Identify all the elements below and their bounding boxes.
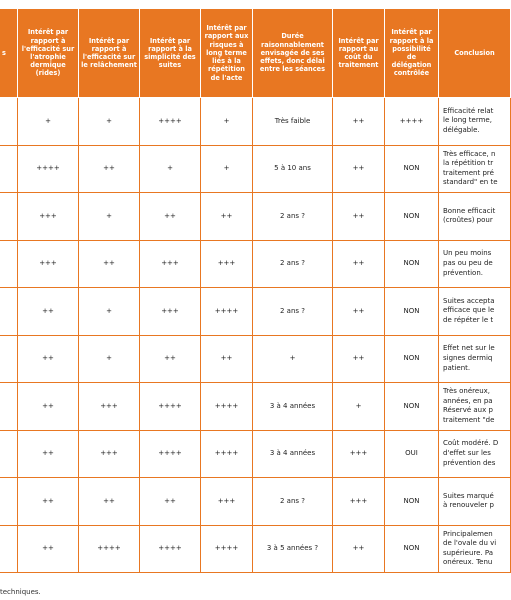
table-cell: Très faible [253, 98, 333, 146]
footnote: techniques. [0, 588, 41, 596]
table-cell: ++ [18, 383, 79, 431]
table-cell: ++ [79, 145, 140, 193]
table-cell: ++ [140, 193, 201, 241]
table-cell: ++ [18, 478, 79, 526]
table-cell: + [79, 193, 140, 241]
column-header: Conclusion [439, 9, 511, 98]
column-header: Intérêt par rapport à l'efficacité sur l'atrophie dermique (rides) [18, 9, 79, 98]
conclusion-cell: Très efficace, n la répétition tr traitement pré standard" en te [439, 145, 511, 193]
table-cell: ++++ [140, 525, 201, 573]
table-cell: ++ [333, 193, 385, 241]
table-cell: 2 ans ? [253, 288, 333, 336]
table-row [0, 525, 511, 573]
table-cell: ++ [18, 288, 79, 336]
conclusion-cell: Un peu moins pas ou peu de prévention. [439, 240, 511, 288]
table-cell: + [79, 335, 140, 383]
conclusion-cell: Très onéreux, années, en pa Réservé aux p traitement "de [439, 383, 511, 431]
conclusion-cell: Principalemen de l'ovale du vi supérieure. Pa onéreux. Tenu [439, 525, 511, 573]
table-cell: ++++ [18, 145, 79, 193]
table-cell: NON [385, 288, 439, 336]
table-cell: + [333, 383, 385, 431]
table-row [0, 145, 511, 193]
table-cell: 5 à 10 ans [253, 145, 333, 193]
table-cell: 3 à 4 années [253, 430, 333, 478]
table-cell: ++++ [140, 430, 201, 478]
table-cell: 3 à 5 années ? [253, 525, 333, 573]
table-cell: ++ [140, 478, 201, 526]
table-body [0, 98, 511, 573]
table-cell: ++++ [201, 383, 253, 431]
comparison-table [0, 8, 511, 573]
table-row [0, 430, 511, 478]
table-cell: +++ [140, 288, 201, 336]
table-cell: + [201, 98, 253, 146]
table-cell: ++ [333, 240, 385, 288]
table-cell: ++ [201, 335, 253, 383]
conclusion-cell: Efficacité relat le long terme, délégable. [439, 98, 511, 146]
table-cell: ++++ [201, 430, 253, 478]
table-cell: 2 ans ? [253, 240, 333, 288]
conclusion-cell: Bonne efficacit (croûtes) pour [439, 193, 511, 241]
table-row [0, 335, 511, 383]
column-header: Durée raisonnablement envisagée de ses effets, donc délai entre les séances [253, 9, 333, 98]
table-cell: ++ [333, 98, 385, 146]
table-row [0, 98, 511, 146]
conclusion-cell: Suites marqué à renouveler p [439, 478, 511, 526]
table-cell: ++++ [201, 525, 253, 573]
table-cell: NON [385, 525, 439, 573]
table-cell: ++ [333, 145, 385, 193]
table-row [0, 288, 511, 336]
table-cell: ++ [18, 430, 79, 478]
table-cell: NON [385, 240, 439, 288]
table-cell: NON [385, 383, 439, 431]
table-cell: ++ [18, 335, 79, 383]
table-cell: +++ [201, 240, 253, 288]
table-cell: +++ [333, 430, 385, 478]
table-cell: + [253, 335, 333, 383]
column-header: Intérêt par rapport à l'efficacité sur le relâchement [79, 9, 140, 98]
conclusion-cell: Suites accepta efficace que le de répéter le t [439, 288, 511, 336]
table-cell: + [79, 288, 140, 336]
table-cell: NON [385, 335, 439, 383]
table-cell: ++ [333, 288, 385, 336]
table-cell: NON [385, 145, 439, 193]
table-cell: + [18, 98, 79, 146]
table-cell: 2 ans ? [253, 478, 333, 526]
table-cell: OUI [385, 430, 439, 478]
column-header: s [0, 9, 18, 98]
table-cell: +++ [79, 430, 140, 478]
table-row [0, 383, 511, 431]
table-cell: +++ [333, 478, 385, 526]
table-cell: NON [385, 193, 439, 241]
conclusion-cell: Coût modéré. D d'effet sur les prévention des [439, 430, 511, 478]
table-cell: + [79, 98, 140, 146]
table-cell [0, 383, 18, 431]
table-cell [0, 430, 18, 478]
table-cell: +++ [140, 240, 201, 288]
table-cell: ++ [140, 335, 201, 383]
table-cell: ++++ [140, 383, 201, 431]
table-cell: ++++ [140, 98, 201, 146]
table-cell: ++++ [79, 525, 140, 573]
column-header: Intérêt par rapport aux risques à long terme liés à la répétition de l'acte [201, 9, 253, 98]
table-cell: +++ [18, 240, 79, 288]
table-cell: NON [385, 478, 439, 526]
table-cell [0, 98, 18, 146]
table-cell: ++ [333, 525, 385, 573]
table-cell: 2 ans ? [253, 193, 333, 241]
table-cell [0, 525, 18, 573]
table-cell [0, 193, 18, 241]
table-row [0, 240, 511, 288]
table-cell: + [140, 145, 201, 193]
table-cell: ++++ [201, 288, 253, 336]
table-cell [0, 240, 18, 288]
table-cell: ++ [18, 525, 79, 573]
table-cell [0, 335, 18, 383]
table-cell: + [201, 145, 253, 193]
column-header: Intérêt par rapport à la possibilité de délégation contrôlée [385, 9, 439, 98]
table-cell: +++ [201, 478, 253, 526]
conclusion-cell: Effet net sur le signes dermiq patient. [439, 335, 511, 383]
table-cell: ++ [201, 193, 253, 241]
table-cell: +++ [18, 193, 79, 241]
table-cell [0, 288, 18, 336]
table-cell [0, 145, 18, 193]
column-header: Intérêt par rapport à la simplicité des suites [140, 9, 201, 98]
table-header-row [0, 9, 511, 98]
table-cell: 3 à 4 années [253, 383, 333, 431]
column-header: Intérêt par rapport au coût du traitement [333, 9, 385, 98]
table-row [0, 478, 511, 526]
table-cell: ++++ [385, 98, 439, 146]
table-cell: ++ [79, 478, 140, 526]
table-cell [0, 478, 18, 526]
table-cell: +++ [79, 383, 140, 431]
table-row [0, 193, 511, 241]
table-cell: ++ [333, 335, 385, 383]
table-cell: ++ [79, 240, 140, 288]
